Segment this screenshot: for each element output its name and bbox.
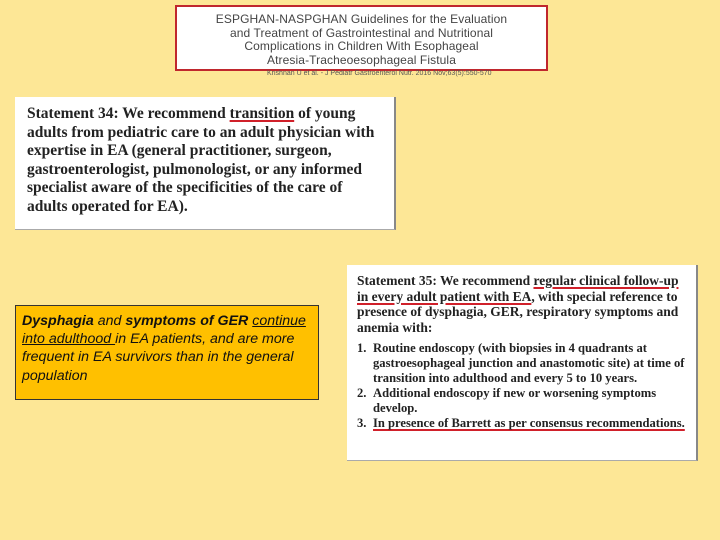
statement-34-highlight: transition — [229, 105, 295, 122]
note-bold-ger: symptoms of GER — [125, 313, 249, 329]
note-text: in EA patients, and are more frequent in EA survivors than in the general population — [22, 331, 295, 384]
list-item-number: 3. — [357, 416, 367, 431]
guideline-title-box — [175, 5, 548, 77]
title-line: Complications in Children With Esophageal — [244, 39, 479, 53]
statement-35-box — [347, 265, 698, 461]
note-bold-dysphagia: Dysphagia — [22, 313, 94, 329]
recommendation-list — [357, 341, 692, 431]
statement-34-text: of young adults from pediatric care to an adult physician with expertise in EA (general practitioner, surgeon, gastroenterologist, pulmonologist, or any informed specialist aware of the specificities of the care of adults operated for EA). — [27, 105, 375, 215]
title-line: and Treatment of Gastrointestinal and Nutritional — [229, 25, 494, 40]
statement-35-highlight: regular clinical follow-up in every adult patient with EA — [357, 273, 679, 304]
statement-35-intro — [357, 273, 692, 335]
note-and: and — [93, 313, 126, 329]
list-item-number: 2. — [357, 386, 367, 401]
statement-34-prefix: Statement 34: We recommend — [27, 105, 230, 122]
list-item — [357, 341, 692, 386]
list-item-text: Routine endoscopy (with biopsies in 4 quadrants at gastroesophageal junction and anastomotic site) at time of transition into adulthood and every 5 to 10 years. — [373, 341, 685, 386]
list-item — [357, 416, 692, 431]
note-underlined: continue into adulthood — [22, 313, 306, 348]
list-item-text: In presence of Barrett as per consensus recommendations. — [373, 416, 685, 431]
list-item-number: 1. — [357, 341, 367, 356]
dysphagia-note-box — [15, 305, 319, 400]
statement-35-prefix: Statement 35: We recommend — [357, 273, 534, 288]
list-item-text: Additional endoscopy if new or worsening symptoms develop. — [373, 386, 657, 416]
title-line: Atresia-Tracheoesophageal Fistula — [267, 52, 456, 67]
list-item — [357, 386, 692, 416]
citation: Krishnan U et al. - J Pediatr Gastroenterol Nutr. 2016 Nov;63(5):550-570 — [267, 70, 492, 77]
statement-34-box — [15, 97, 396, 230]
statement-35-text: , with special reference to presence of dysphagia, GER, respiratory symptoms and anemia with: — [357, 288, 679, 335]
title-line: ESPGHAN-NASPGHAN Guidelines for the Evaluation — [215, 12, 508, 26]
